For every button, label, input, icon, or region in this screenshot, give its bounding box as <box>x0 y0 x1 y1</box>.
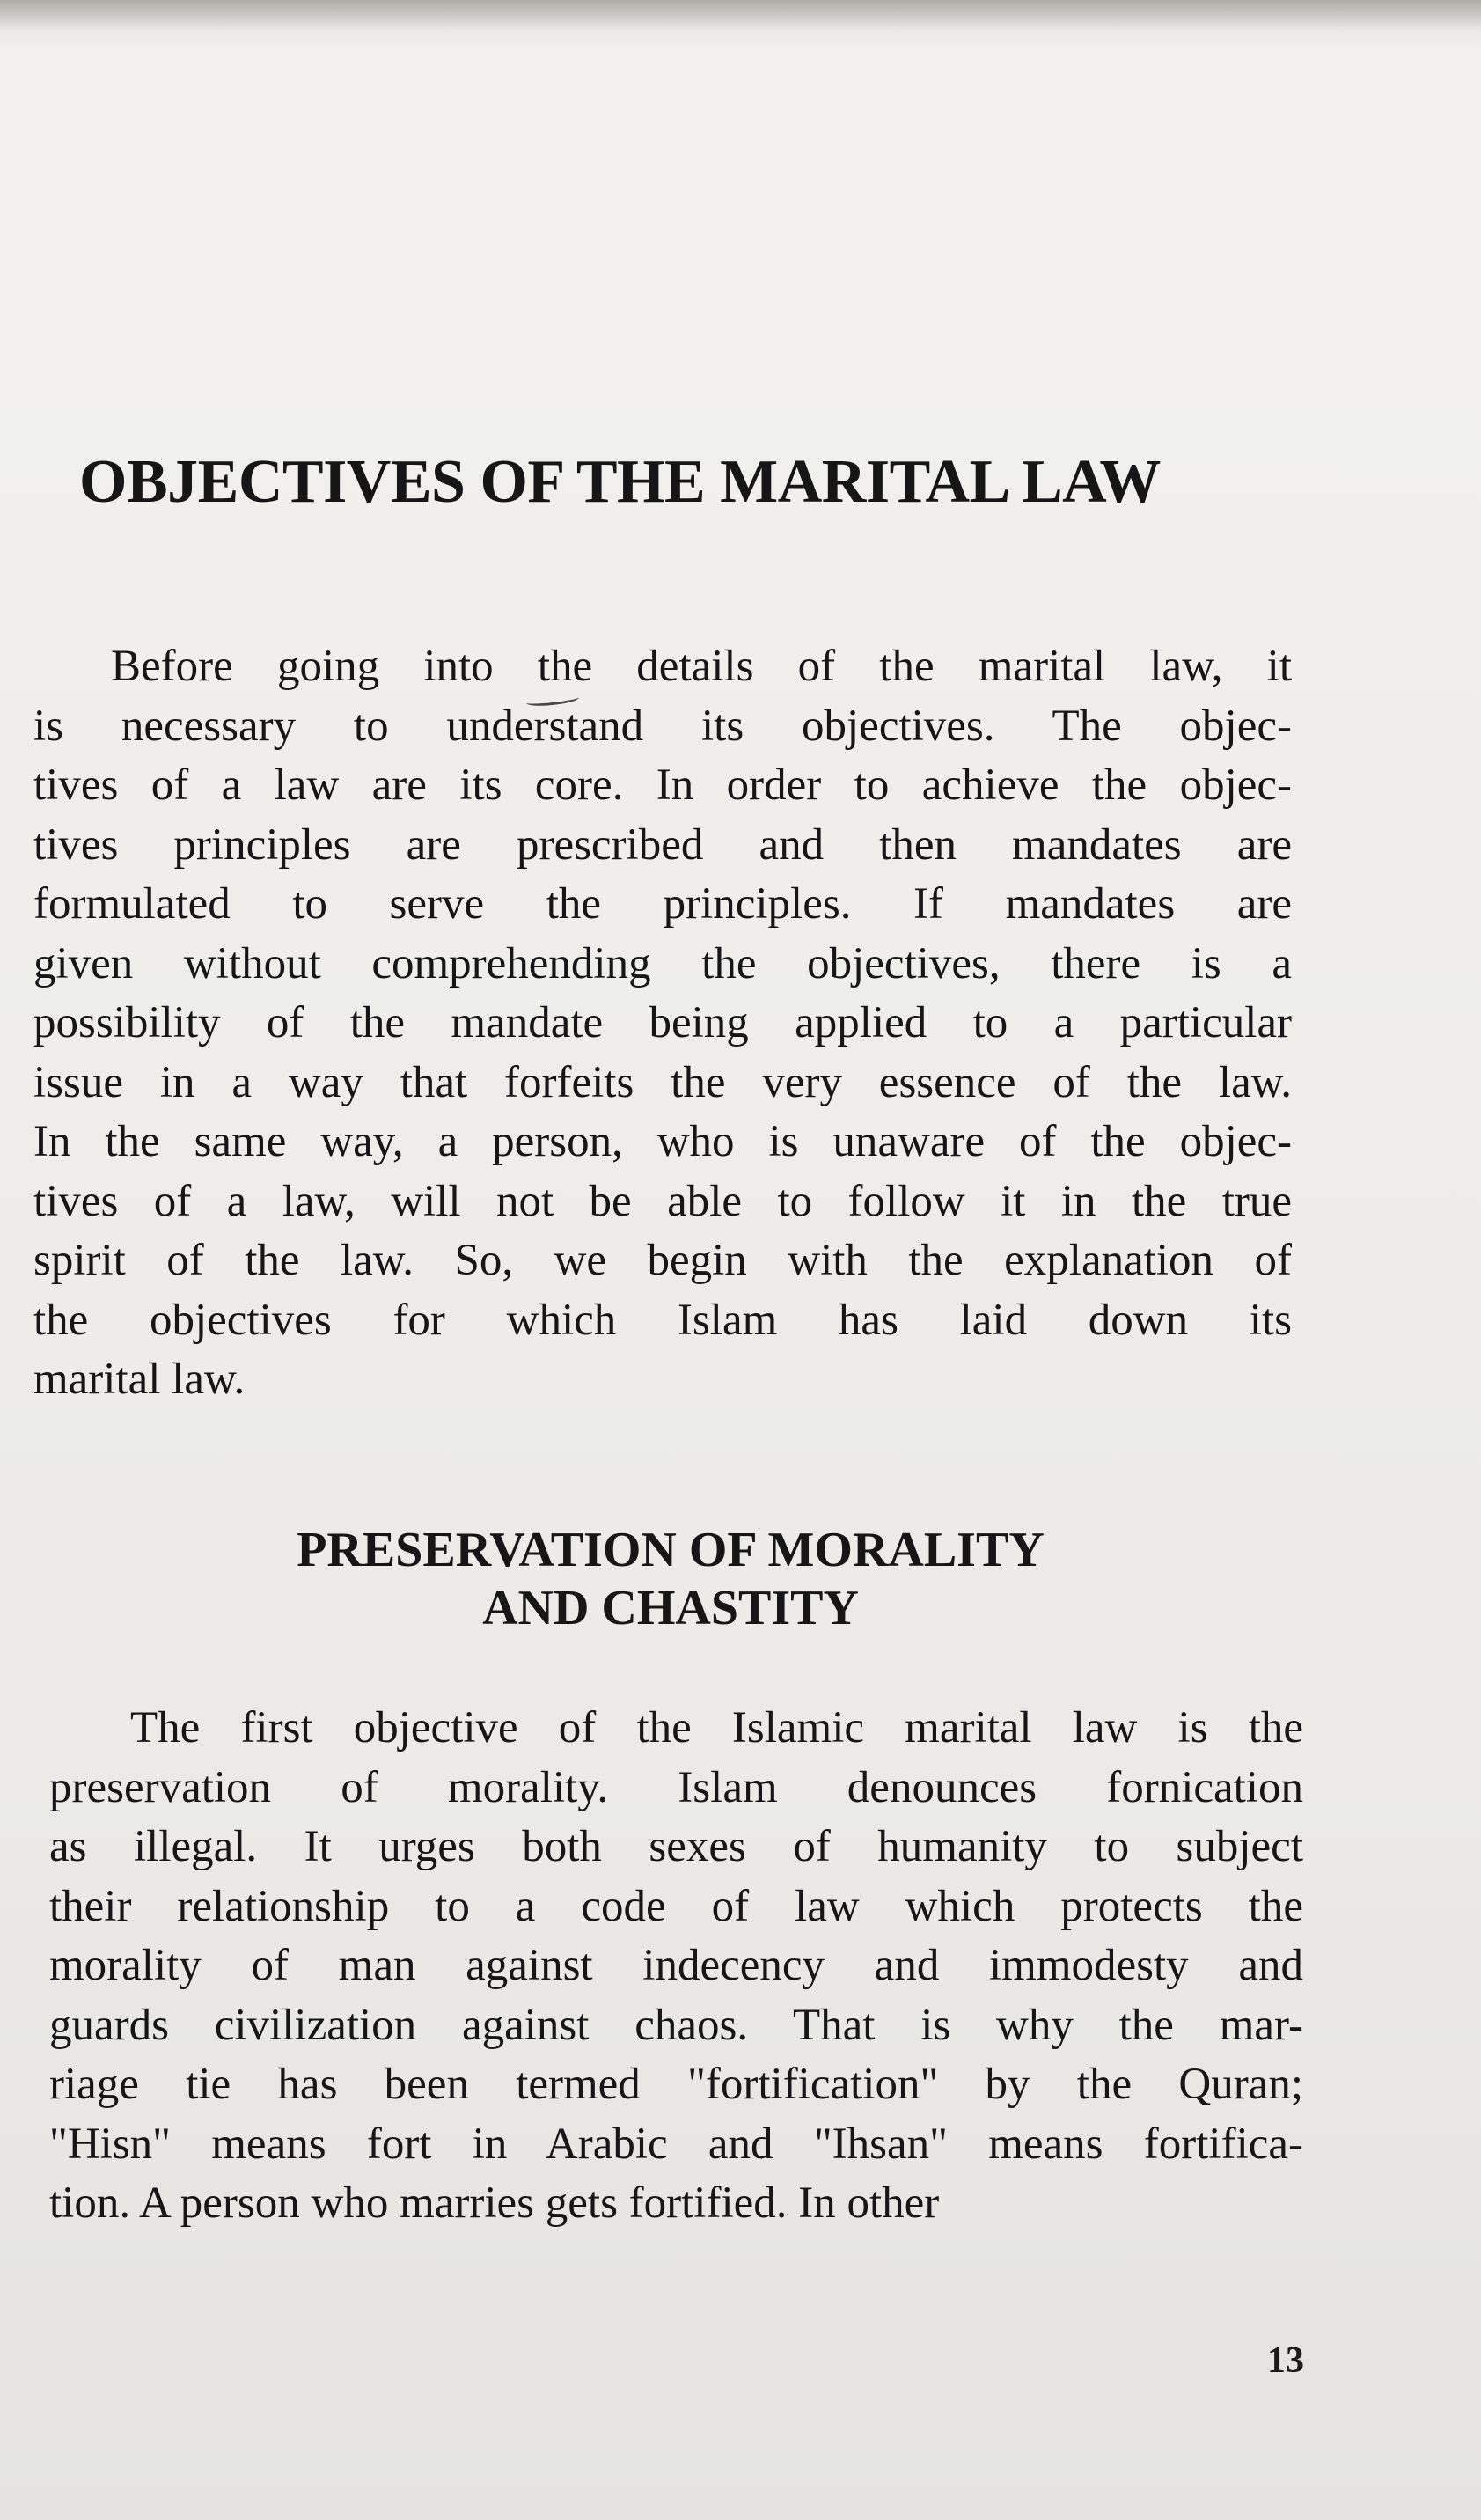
paragraph-line: marital law. <box>33 1355 246 1404</box>
paragraph-line: guards civilization against chaos. That is why the mar- <box>49 2000 1303 2050</box>
section-heading <box>231 1521 1111 1637</box>
intro-paragraph <box>33 637 1292 1410</box>
paragraph-line: morality of man against indecency and immodesty and <box>49 1941 1303 1990</box>
section-heading-line: AND CHASTITY <box>482 1581 859 1635</box>
paragraph-line: riage tie has been termed "fortification" by the Quran; <box>49 2060 1303 2109</box>
paragraph-line: tives of a law are its core. In order to achieve the objec- <box>33 760 1292 810</box>
paragraph-line: is necessary to understand its objectives. The objec- <box>33 701 1292 751</box>
chapter-title: OBJECTIVES OF THE MARITAL LAW <box>79 448 1161 516</box>
page-number: 13 <box>1267 2340 1304 2381</box>
paragraph-line: spirit of the law. So, we begin with the explanation of <box>33 1236 1292 1285</box>
paragraph-line: In the same way, a person, who is unaware of the objec- <box>33 1117 1292 1166</box>
paragraph-line: The first objective of the Islamic marital law is the <box>130 1703 1303 1752</box>
section-paragraph <box>49 1699 1303 2234</box>
paragraph-line: their relationship to a code of law which protects the <box>49 1881 1303 1931</box>
paragraph-line: Before going into the details of the marital law, it <box>111 642 1292 691</box>
paragraph-line: "Hisn" means fort in Arabic and "Ihsan" means fortifica- <box>49 2119 1303 2169</box>
paragraph-line: possibility of the mandate being applied to a particular <box>33 998 1292 1047</box>
section-heading-line: PRESERVATION OF MORALITY <box>297 1523 1045 1577</box>
paragraph-line: tives principles are prescribed and then mandates are <box>33 819 1292 870</box>
paragraph-line: preservation of morality. Islam denounces fornication <box>49 1762 1303 1812</box>
paragraph-line: tives of a law, will not be able to follow it in the true <box>33 1176 1292 1226</box>
paragraph-line: issue in a way that forfeits the very essence of the law. <box>33 1057 1292 1107</box>
paragraph-line: formulated to serve the principles. If mandates are <box>33 879 1292 929</box>
paragraph-line: tion. A person who marries gets fortified. In other <box>49 2178 940 2228</box>
paragraph-line: the objectives for which Islam has laid down its <box>33 1295 1292 1345</box>
paragraph-line: as illegal. It urges both sexes of humanity to subject <box>49 1822 1303 1871</box>
paragraph-line: given without comprehending the objectives, there is a <box>33 938 1292 988</box>
